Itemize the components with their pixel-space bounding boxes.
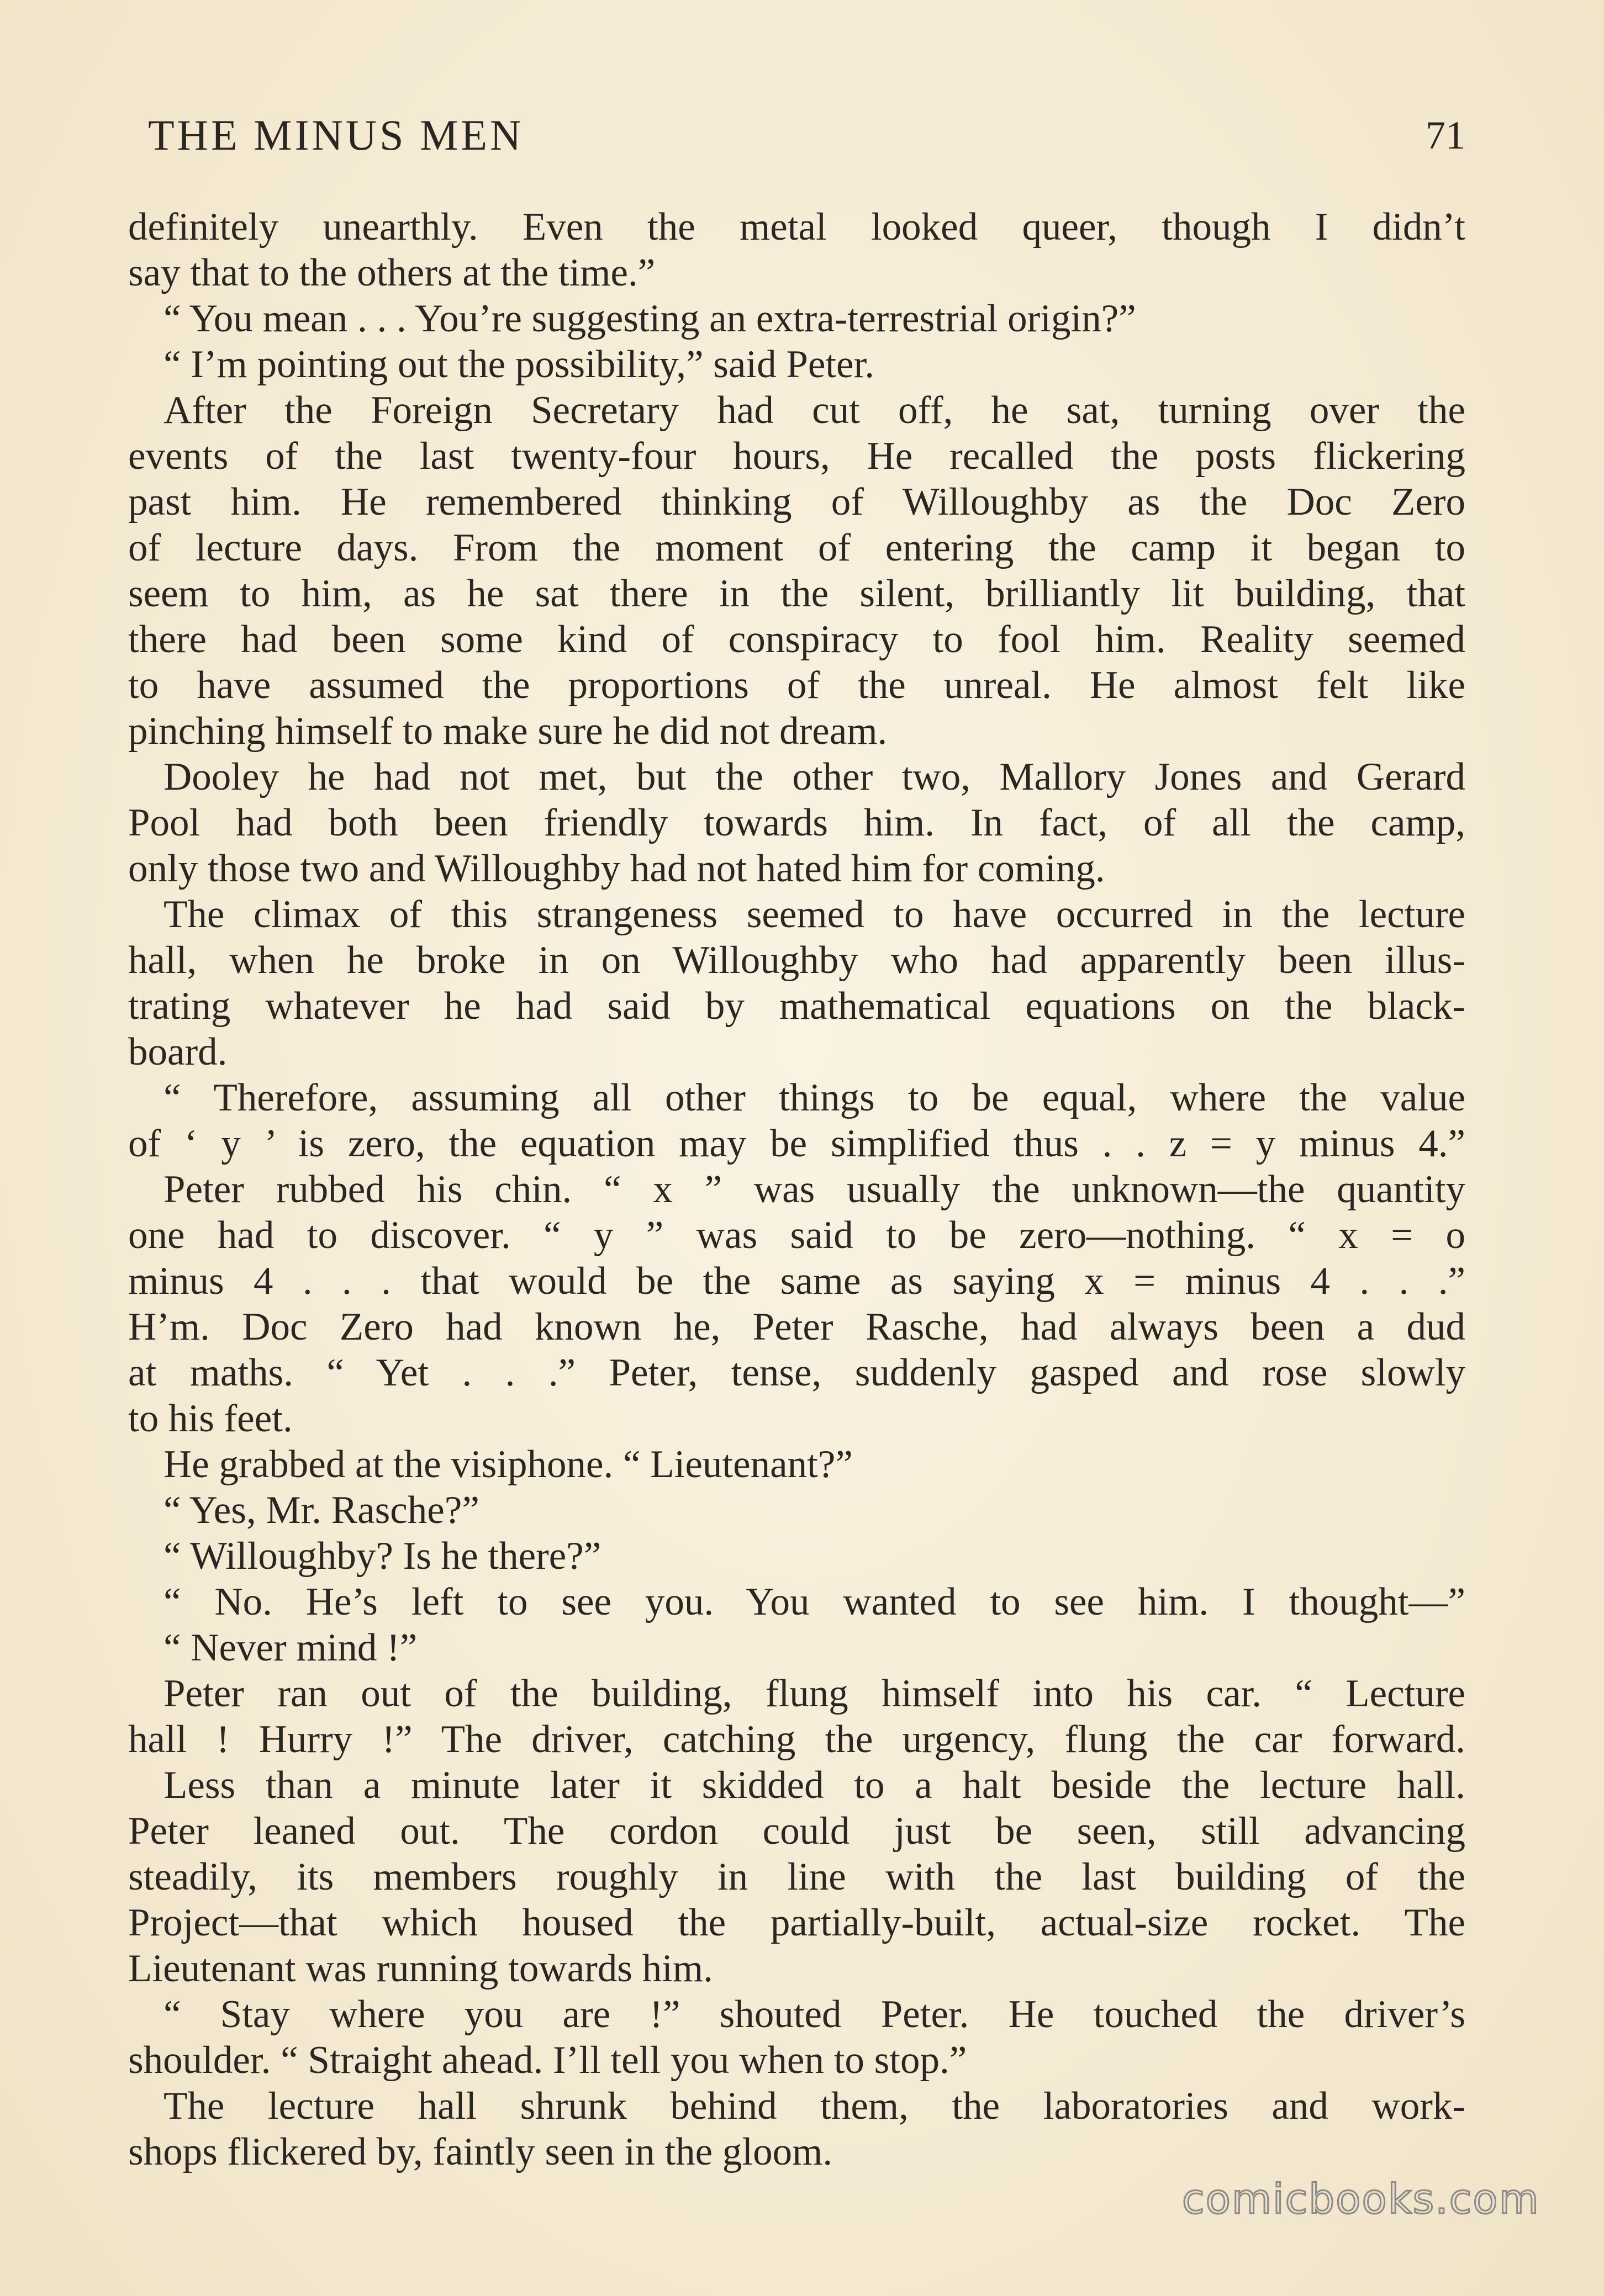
text-line: to have assumed the proportions of the unreal. He almost felt like [128,664,1465,707]
running-head [148,110,1465,160]
text-line: Peter ran out of the building, flung himself into his car. “ Lecture [163,1672,1465,1715]
text-line: “ Yes, Mr. Rasche?” [163,1489,479,1532]
text-line: “ Stay where you are !” shouted Peter. He touched the driver’s [163,1993,1465,2036]
running-title: THE MINUS MEN [148,111,524,159]
text-line: definitely unearthly. Even the metal looked queer, though I didn’t [128,205,1465,248]
text-line: shops flickered by, faintly seen in the gloom. [128,2130,833,2173]
text-line: pinching himself to make sure he did not dream. [128,710,888,753]
text-line: “ No. He’s left to see you. You wanted to see him. I thought—” [163,1580,1465,1623]
text-line: “ Therefore, assuming all other things to be equal, where the value [163,1076,1465,1119]
text-line: steadily, its members roughly in line with the last building of the [128,1855,1465,1898]
text-line: trating whatever he had said by mathematical equations on the black- [128,985,1465,1028]
text-line: at maths. “ Yet . . .” Peter, tense, suddenly gasped and rose slowly [128,1351,1465,1394]
text-line: say that to the others at the time.” [128,251,656,294]
text-line: “ Never mind !” [163,1626,418,1669]
text-line: Lieutenant was running towards him. [128,1947,713,1990]
text-line: The climax of this strangeness seemed to have occurred in the lecture [163,893,1465,936]
text-line: Dooley he had not met, but the other two, Mallory Jones and Gerard [163,755,1465,798]
text-line: board. [128,1030,228,1073]
text-line: one had to discover. “ y ” was said to be zero—nothing. “ x = o [128,1214,1465,1257]
text-line: Peter rubbed his chin. “ x ” was usually the unknown—the quantity [163,1168,1465,1211]
text-line: seem to him, as he sat there in the silent, brilliantly lit building, that [128,572,1465,615]
text-line: The lecture hall shrunk behind them, the laboratories and work- [163,2085,1465,2128]
text-line: there had been some kind of conspiracy to fool him. Reality seemed [128,618,1465,661]
text-line: to his feet. [128,1397,293,1440]
text-line: Pool had both been friendly towards him. In fact, of all the camp, [128,801,1465,844]
text-line: “ You mean . . . You’re suggesting an extra-terrestrial origin?” [163,297,1136,340]
text-line: minus 4 . . . that would be the same as saying x = minus 4 . . .” [128,1260,1465,1303]
text-line: of lecture days. From the moment of entering the camp it began to [128,526,1465,569]
text-line: Less than a minute later it skidded to a halt beside the lecture hall. [163,1764,1465,1807]
text-line: “ Willoughby? Is he there?” [163,1535,602,1578]
page-number: 71 [1426,113,1465,157]
text-line: shoulder. “ Straight ahead. I’ll tell you when to stop.” [128,2039,967,2082]
text-line: H’m. Doc Zero had known he, Peter Rasche, had always been a dud [128,1305,1465,1348]
text-line: past him. He remembered thinking of Willoughby as the Doc Zero [128,480,1465,523]
text-line: hall, when he broke in on Willoughby who had apparently been illus- [128,939,1465,982]
text-line: events of the last twenty-four hours, He recalled the posts flickering [128,435,1465,478]
text-line: After the Foreign Secretary had cut off, he sat, turning over the [163,389,1465,432]
text-line: of ‘ y ’ is zero, the equation may be simplified thus . . z = y minus 4.” [128,1122,1465,1165]
text-line: Project—that which housed the partially-built, actual-size rocket. The [128,1901,1465,1944]
text-line: hall ! Hurry !” The driver, catching the urgency, flung the car forward. [128,1718,1465,1761]
text-line: only those two and Willoughby had not hated him for coming. [128,847,1105,890]
text-line: “ I’m pointing out the possibility,” said Peter. [163,343,875,386]
text-line: He grabbed at the visiphone. “ Lieutenant?” [163,1443,853,1486]
text-line: Peter leaned out. The cordon could just be seen, still advancing [128,1810,1465,1853]
body-text [128,204,1465,2175]
watermark: comicbooks.com [1182,2176,1540,2223]
